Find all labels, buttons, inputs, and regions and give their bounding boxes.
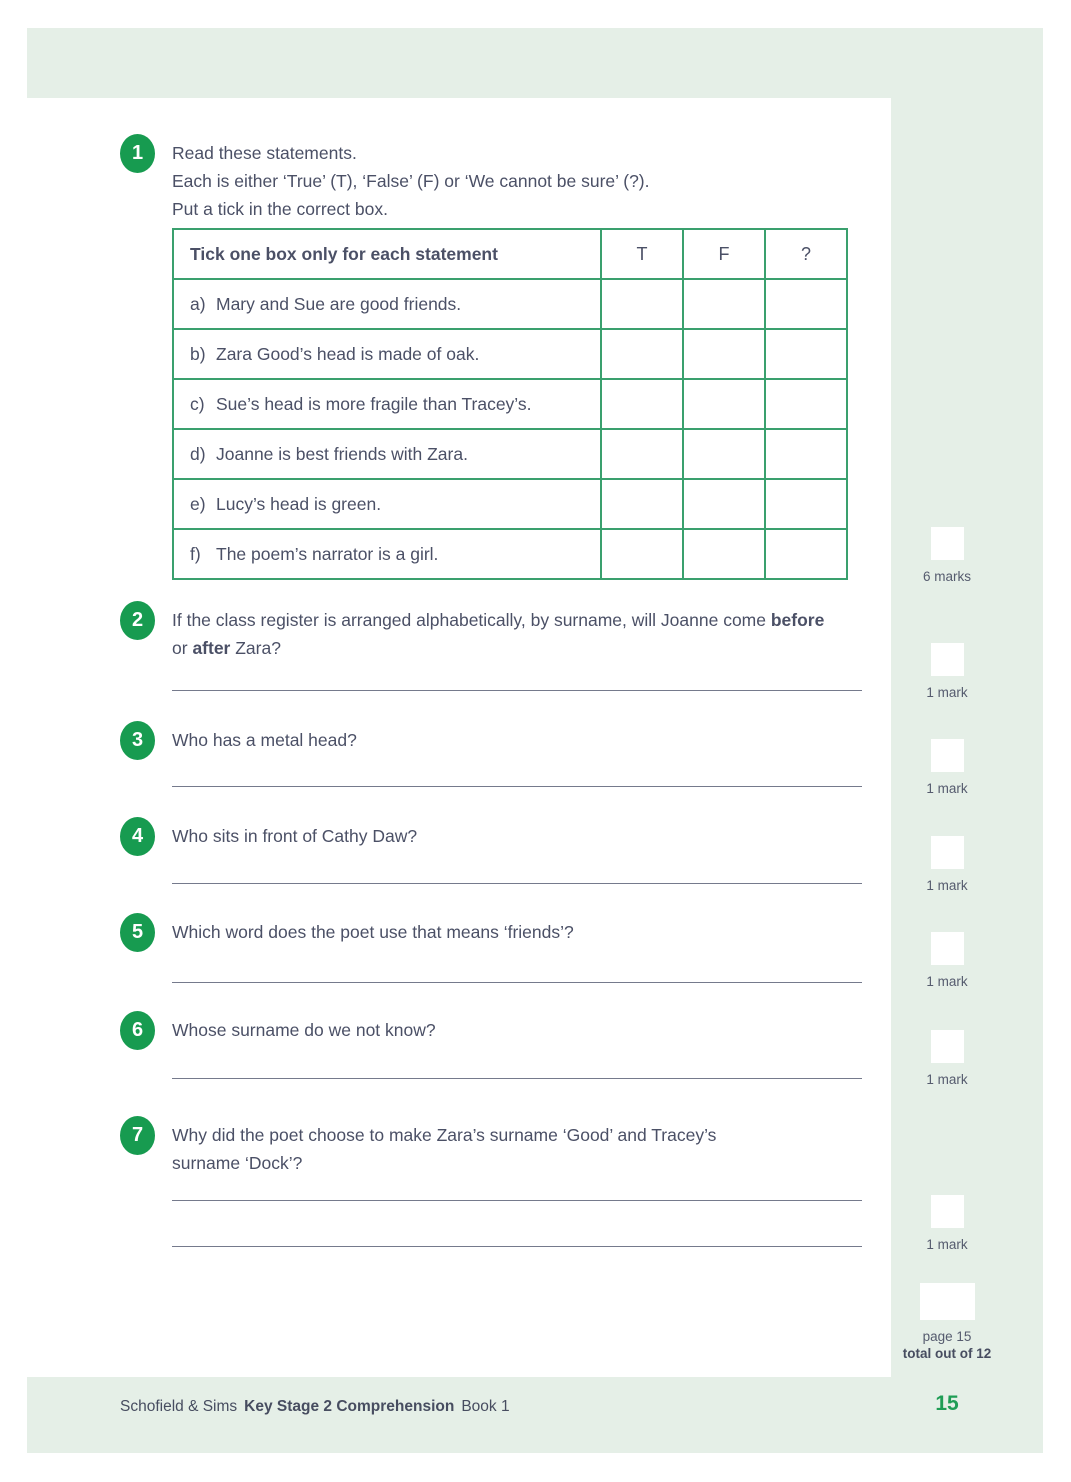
question-6-line1: Whose surname do we not know? [172, 1020, 436, 1040]
mark-label: 1 mark [926, 1237, 968, 1252]
question-2-line2 [172, 634, 824, 662]
mark-item-q7 [891, 1195, 1003, 1253]
tick-cell-unsure[interactable] [765, 429, 847, 479]
question-5-line1: Which word does the poet use that means ‘friends’? [172, 922, 574, 942]
mark-label: 1 mark [926, 1072, 968, 1087]
answer-line-q7-1[interactable] [172, 1200, 862, 1201]
question-7-line2: surname ‘Dock’? [172, 1153, 303, 1173]
tick-cell-true[interactable] [601, 529, 683, 579]
answer-line-q2[interactable] [172, 690, 862, 691]
mark-box[interactable] [931, 932, 964, 965]
footer-publisher: Schofield & Sims [120, 1398, 238, 1415]
tick-cell-unsure[interactable] [765, 279, 847, 329]
tick-cell-false[interactable] [683, 279, 765, 329]
mark-item-q1 [891, 527, 1003, 585]
question-3-text [172, 726, 357, 754]
question-4-text [172, 822, 417, 850]
question-1-line1: Read these statements. [172, 143, 357, 163]
tick-cell-true[interactable] [601, 379, 683, 429]
mark-label: 1 mark [926, 974, 968, 989]
tick-cell-false[interactable] [683, 529, 765, 579]
answer-line-q7-2[interactable] [172, 1246, 862, 1247]
tick-cell-unsure[interactable] [765, 379, 847, 429]
mark-label: 1 mark [926, 781, 968, 796]
column-header-true: T [601, 229, 683, 279]
question-1-line2: Each is either ‘True’ (T), ‘False’ (F) or ‘We cannot be sure’ (?). [172, 171, 650, 191]
mark-item-q6 [891, 1030, 1003, 1088]
row-statement: Lucy’s head is green. [216, 493, 382, 514]
answer-line-q6[interactable] [172, 1078, 862, 1079]
footer-series-title: Key Stage 2 Comprehension [244, 1398, 455, 1415]
table-row [173, 479, 847, 529]
row-statement: The poem’s narrator is a girl. [216, 543, 439, 564]
tick-cell-true[interactable] [601, 279, 683, 329]
tick-cell-false[interactable] [683, 479, 765, 529]
mark-item-q5 [891, 932, 1003, 990]
question-1-text [172, 139, 650, 223]
question-2-line2-end: Zara? [230, 638, 281, 658]
page-total-box[interactable] [920, 1283, 975, 1320]
answer-line-q4[interactable] [172, 883, 862, 884]
table-header-label: Tick one box only for each statement [173, 229, 601, 279]
tick-cell-true[interactable] [601, 329, 683, 379]
mark-item-q2 [891, 643, 1003, 701]
page-total-line1: page 15 [922, 1329, 972, 1344]
question-2-line2-regular: or [172, 638, 193, 658]
footer-book: Book 1 [461, 1398, 510, 1415]
row-statement: Joanne is best friends with Zara. [216, 443, 468, 464]
tick-cell-true[interactable] [601, 429, 683, 479]
mark-box[interactable] [931, 1195, 964, 1228]
mark-label: 1 mark [926, 878, 968, 893]
tick-cell-false[interactable] [683, 379, 765, 429]
table-row [173, 379, 847, 429]
question-3-badge: 3 [120, 721, 155, 760]
row-key: a) [190, 293, 206, 314]
mark-box[interactable] [931, 1030, 964, 1063]
row-key: c) [190, 393, 205, 414]
question-2-line1-regular: If the class register is arranged alphabetically, by surname, will Joanne come [172, 610, 771, 630]
column-header-unsure: ? [765, 229, 847, 279]
row-statement: Mary and Sue are good friends. [216, 293, 462, 314]
row-key: e) [190, 493, 206, 514]
row-key: b) [190, 343, 206, 364]
question-2-line1 [172, 606, 824, 634]
mark-label: 1 mark [926, 685, 968, 700]
question-7-line1: Why did the poet choose to make Zara’s surname ‘Good’ and Tracey’s [172, 1125, 717, 1145]
page-total [891, 1283, 1003, 1362]
table-row [173, 329, 847, 379]
question-2-bold-before: before [770, 610, 825, 630]
question-4-badge: 4 [120, 817, 155, 856]
table-row [173, 429, 847, 479]
question-2-bold-after: after [192, 638, 231, 658]
question-2-badge: 2 [120, 601, 155, 640]
row-key: f) [190, 543, 201, 564]
question-2-text [172, 606, 824, 662]
tick-cell-false[interactable] [683, 329, 765, 379]
tick-cell-false[interactable] [683, 429, 765, 479]
footer [120, 1398, 510, 1416]
question-6-text [172, 1016, 436, 1044]
row-statement: Zara Good’s head is made of oak. [216, 343, 480, 364]
question-6-badge: 6 [120, 1011, 155, 1050]
mark-label: 6 marks [922, 569, 971, 584]
tick-cell-true[interactable] [601, 479, 683, 529]
question-3-line1: Who has a metal head? [172, 730, 357, 750]
question-5-text [172, 918, 574, 946]
column-header-false: F [683, 229, 765, 279]
statement-table [172, 228, 848, 580]
tick-cell-unsure[interactable] [765, 329, 847, 379]
question-7-text [172, 1121, 716, 1177]
mark-box[interactable] [931, 527, 964, 560]
question-4-line1: Who sits in front of Cathy Daw? [172, 826, 418, 846]
question-1-line3: Put a tick in the correct box. [172, 199, 388, 219]
answer-line-q5[interactable] [172, 982, 862, 983]
page-number: 15 [935, 1392, 959, 1415]
page-total-line2: total out of 12 [902, 1346, 992, 1361]
question-7-badge: 7 [120, 1116, 155, 1155]
tick-cell-unsure[interactable] [765, 479, 847, 529]
question-1-badge: 1 [120, 134, 155, 173]
table-header-row [173, 229, 847, 279]
question-5-badge: 5 [120, 913, 155, 952]
mark-item-q4 [891, 836, 1003, 894]
table-row [173, 529, 847, 579]
mark-item-q3 [891, 739, 1003, 797]
tick-cell-unsure[interactable] [765, 529, 847, 579]
answer-line-q3[interactable] [172, 786, 862, 787]
mark-box[interactable] [931, 836, 964, 869]
table-row [173, 279, 847, 329]
row-statement: Sue’s head is more fragile than Tracey’s. [216, 393, 532, 414]
row-key: d) [190, 443, 206, 464]
mark-box[interactable] [931, 643, 964, 676]
mark-box[interactable] [931, 739, 964, 772]
